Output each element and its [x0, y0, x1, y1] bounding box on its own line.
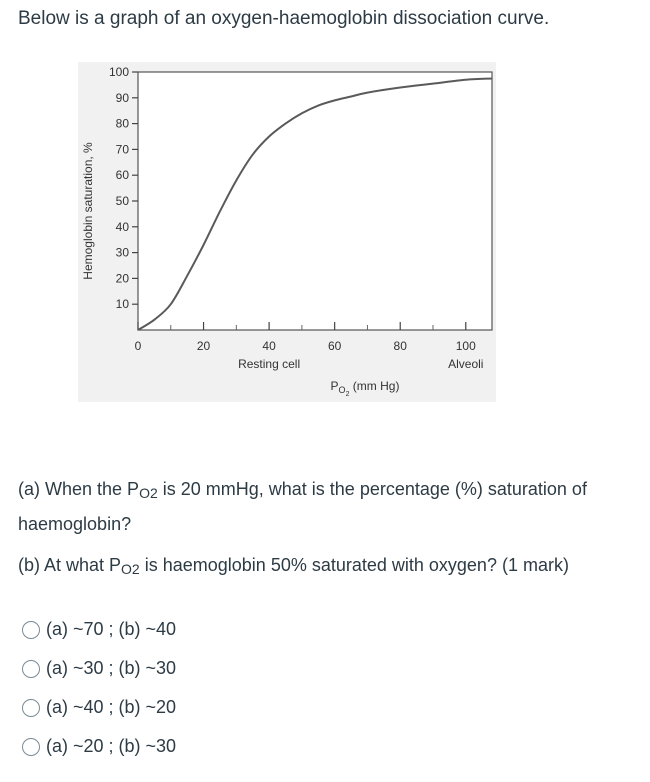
radio-icon[interactable] [22, 660, 40, 678]
radio-icon[interactable] [22, 699, 40, 717]
x-tick-label: 20 [196, 339, 211, 353]
option-4-label: (a) ~20 ; (b) ~30 [46, 736, 177, 756]
annotation-label: Alveoli [448, 357, 484, 371]
option-3[interactable] [22, 688, 176, 727]
option-1-label: (a) ~70 ; (b) ~40 [46, 619, 177, 639]
chart-svg [78, 62, 496, 402]
option-4[interactable] [22, 727, 176, 766]
x-tick-label: 40 [262, 339, 276, 353]
y-axis-label: Hemoglobin saturation, % [81, 142, 95, 280]
y-tick-label: 60 [115, 168, 129, 183]
plot-frame [138, 72, 492, 330]
option-2[interactable] [22, 649, 176, 688]
dissociation-chart [78, 62, 496, 402]
radio-icon[interactable] [22, 738, 40, 756]
x-axis-label-p: P [330, 379, 339, 393]
intro-text: Below is a graph of an oxygen-haemoglobin dissociation curve. [18, 8, 550, 29]
x-axis-label-sub: O [338, 385, 346, 395]
x-tick-label: 80 [393, 339, 407, 353]
question-b-suffix: is haemoglobin 50% saturated with oxygen? (1 mark) [139, 555, 569, 575]
annotation-label: Resting cell [238, 357, 301, 371]
question-b [18, 550, 638, 585]
question-a [18, 474, 638, 540]
y-tick-label: 90 [115, 90, 129, 105]
y-tick-label: 20 [115, 271, 129, 286]
answer-options [22, 610, 176, 766]
option-2-label: (a) ~30 ; (b) ~30 [46, 658, 177, 678]
x-tick-label: 60 [327, 339, 342, 353]
x-axis-label-sub2: 2 [345, 391, 350, 398]
x-tick-label: 0 [134, 339, 142, 353]
option-3-label: (a) ~40 ; (b) ~20 [46, 697, 177, 717]
y-tick-label: 10 [115, 297, 129, 312]
y-tick-label: 100 [108, 65, 129, 79]
y-tick-label: 30 [115, 245, 129, 260]
y-tick-label: 50 [115, 194, 129, 208]
y-tick-label: 80 [115, 116, 129, 131]
x-axis-label [331, 379, 400, 398]
radio-icon[interactable] [22, 621, 40, 639]
question-b-sub: O2 [121, 561, 140, 577]
question-a-sub: O2 [139, 485, 158, 501]
x-axis-label-unit: (mm Hg) [349, 379, 400, 393]
y-tick-label: 70 [115, 142, 129, 157]
x-tick-label: 100 [455, 339, 476, 353]
question-a-prefix: (a) When the P [18, 479, 140, 499]
option-1[interactable] [22, 610, 176, 649]
y-tick-label: 40 [115, 219, 129, 234]
question-b-prefix: (b) At what P [18, 555, 122, 575]
question-a-suffix: is 20 mmHg, what is the percentage (%) saturation of haemoglobin? [18, 479, 587, 534]
